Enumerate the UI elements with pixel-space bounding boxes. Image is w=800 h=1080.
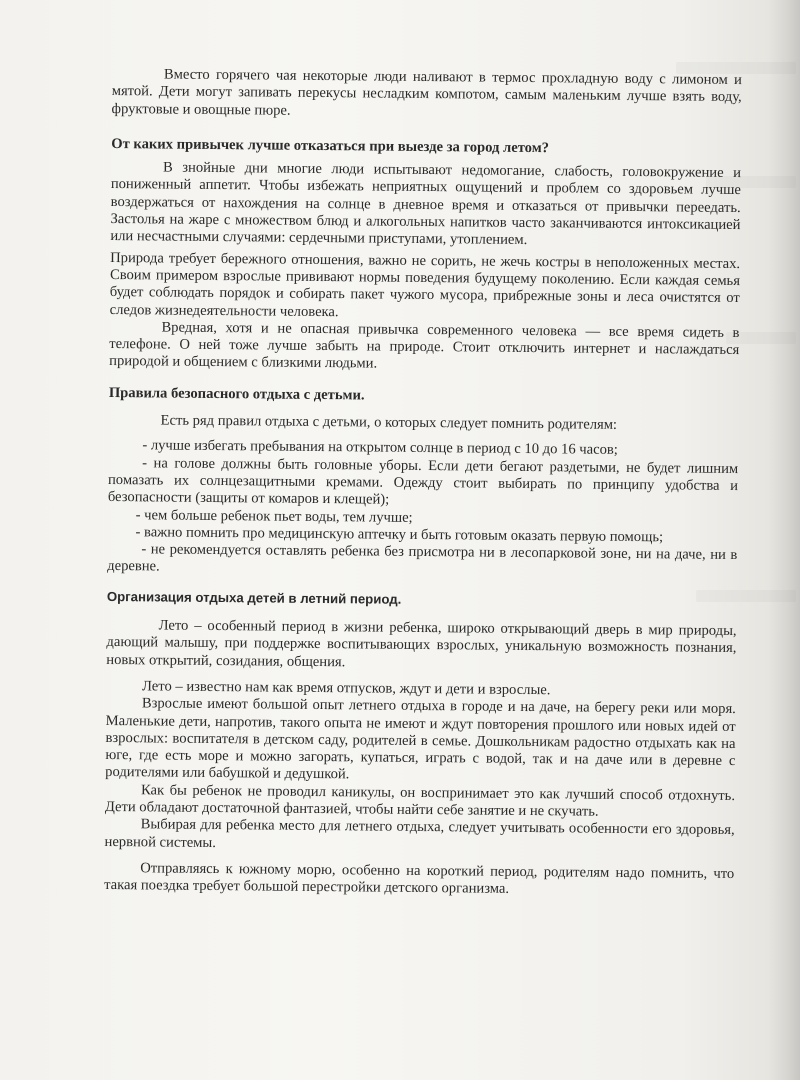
document-body	[104, 66, 742, 900]
rules-list	[107, 437, 738, 581]
body-paragraph: Как бы ребенок не проводил каникулы, он воспринимает это как лучший способ отдохнуть. Дети обладают достаточной фантазией, чтобы найти себе занятие и не скучать.	[104, 782, 736, 820]
intro-paragraph: Вместо горячего чая некоторые люди наливают в термос прохладную воду с лимоном и мятой. Дети могут запивать перекусы несладким компотом, самым маленьким лучше взять воду, фруктовые и овощные пюре.	[111, 66, 742, 119]
list-item: - важно помнить про медицинскую аптечку и быть готовым оказать первую помощь;	[135, 524, 664, 546]
section-heading-habits: От каких привычек лучше отказаться при выезде за город летом?	[111, 135, 550, 157]
body-paragraph: Вредная, хотя и не опасная привычка современного человека — все время сидеть в телефоне. О ней тоже лучше забыть на природе. Стоит отключить интернет и наслаждаться природой и общением с близкими людьми.	[109, 319, 740, 373]
rules-intro: Есть ряд правил отдыха с детьми, о которых следует помнить родителям:	[160, 412, 618, 433]
body-paragraph: В знойные дни многие люди испытывают недомогание, слабость, головокружение и пониженный аппетит. Чтобы избежать неприятных ощущений и проблем со здоровьем лучше воздержаться от нахождения на солнце в дневное время и отказаться от привычки переедать. Застолья на жаре с множеством блюд и алкогольных напитков часто заканчиваются интоксикацией или несчастными случаями: сердечными приступами, утоплением.	[110, 159, 742, 249]
list-item: - лучше избегать пребывания на открытом солнце в период с 10 до 16 часов;	[142, 437, 618, 459]
body-paragraph: Лето – известно нам как время отпусков, ждут и дети и взрослые.	[141, 678, 551, 699]
list-item: - не рекомендуется оставлять ребенка без присмотра ни в лесопарковой зоне, ни на даче, ни в деревне.	[107, 541, 738, 575]
body-paragraph: Природа требует бережного отношения, важно не сорить, не жечь костры в неположенных местах. Своим примером взрослые прививают нормы поведения будущему поколению. Если каждая семья будет соблюдать порядок и собирать пакет чужого мусора, прибрежные зоны и леса очистятся от следов жизнедеятельности человека.	[109, 249, 741, 320]
body-paragraph: Выбирая для ребенка место для летнего отдыха, следует учитывать особенности его здоровья, нервной системы.	[104, 816, 735, 851]
page-edge-shadow	[768, 0, 800, 1080]
body-paragraph: Отправляясь к южному морю, особенно на короткий период, родителям надо помнить, что такая поездка требует большой перестройки детского организма.	[104, 860, 735, 898]
list-item: - чем больше ребенок пьет воды, тем лучше;	[135, 506, 413, 526]
list-item: - на голове должны быть головные уборы. Если дети бегают раздетыми, не будет лишним помазать их солнцезащитными кремами. Одежду стоит выбирать по принципу удобства и безопасности (защиты от комаров и клещей);	[107, 454, 739, 508]
body-paragraph: Взрослые имеют большой опыт летнего отдыха в городе и на даче, на берегу реки или моря. Маленькие дети, напротив, такого опыта не имеют и ждут повторения прошлого или новых идей от взрослых: воспитателя в детском саду, родителей в семье. Дошкольникам радостно отдыхать как на юге, где есть море и можно загорать, купаться, играть с водой, так и на даче или в деревне с родителями или бабушкой и дедушкой.	[105, 695, 736, 783]
section-heading-summer: Организация отдыха детей в летний период.	[106, 588, 402, 607]
section-heading-rules: Правила безопасного отдыха с детьми.	[108, 384, 365, 404]
body-paragraph: Лето – особенный период в жизни ребенка, широко открывающий дверь в мир природы, дающий малышу, при поддержке воспитывающих взрослых, уникальную возможность познания, новых открытий, созидания, общения.	[106, 617, 737, 670]
